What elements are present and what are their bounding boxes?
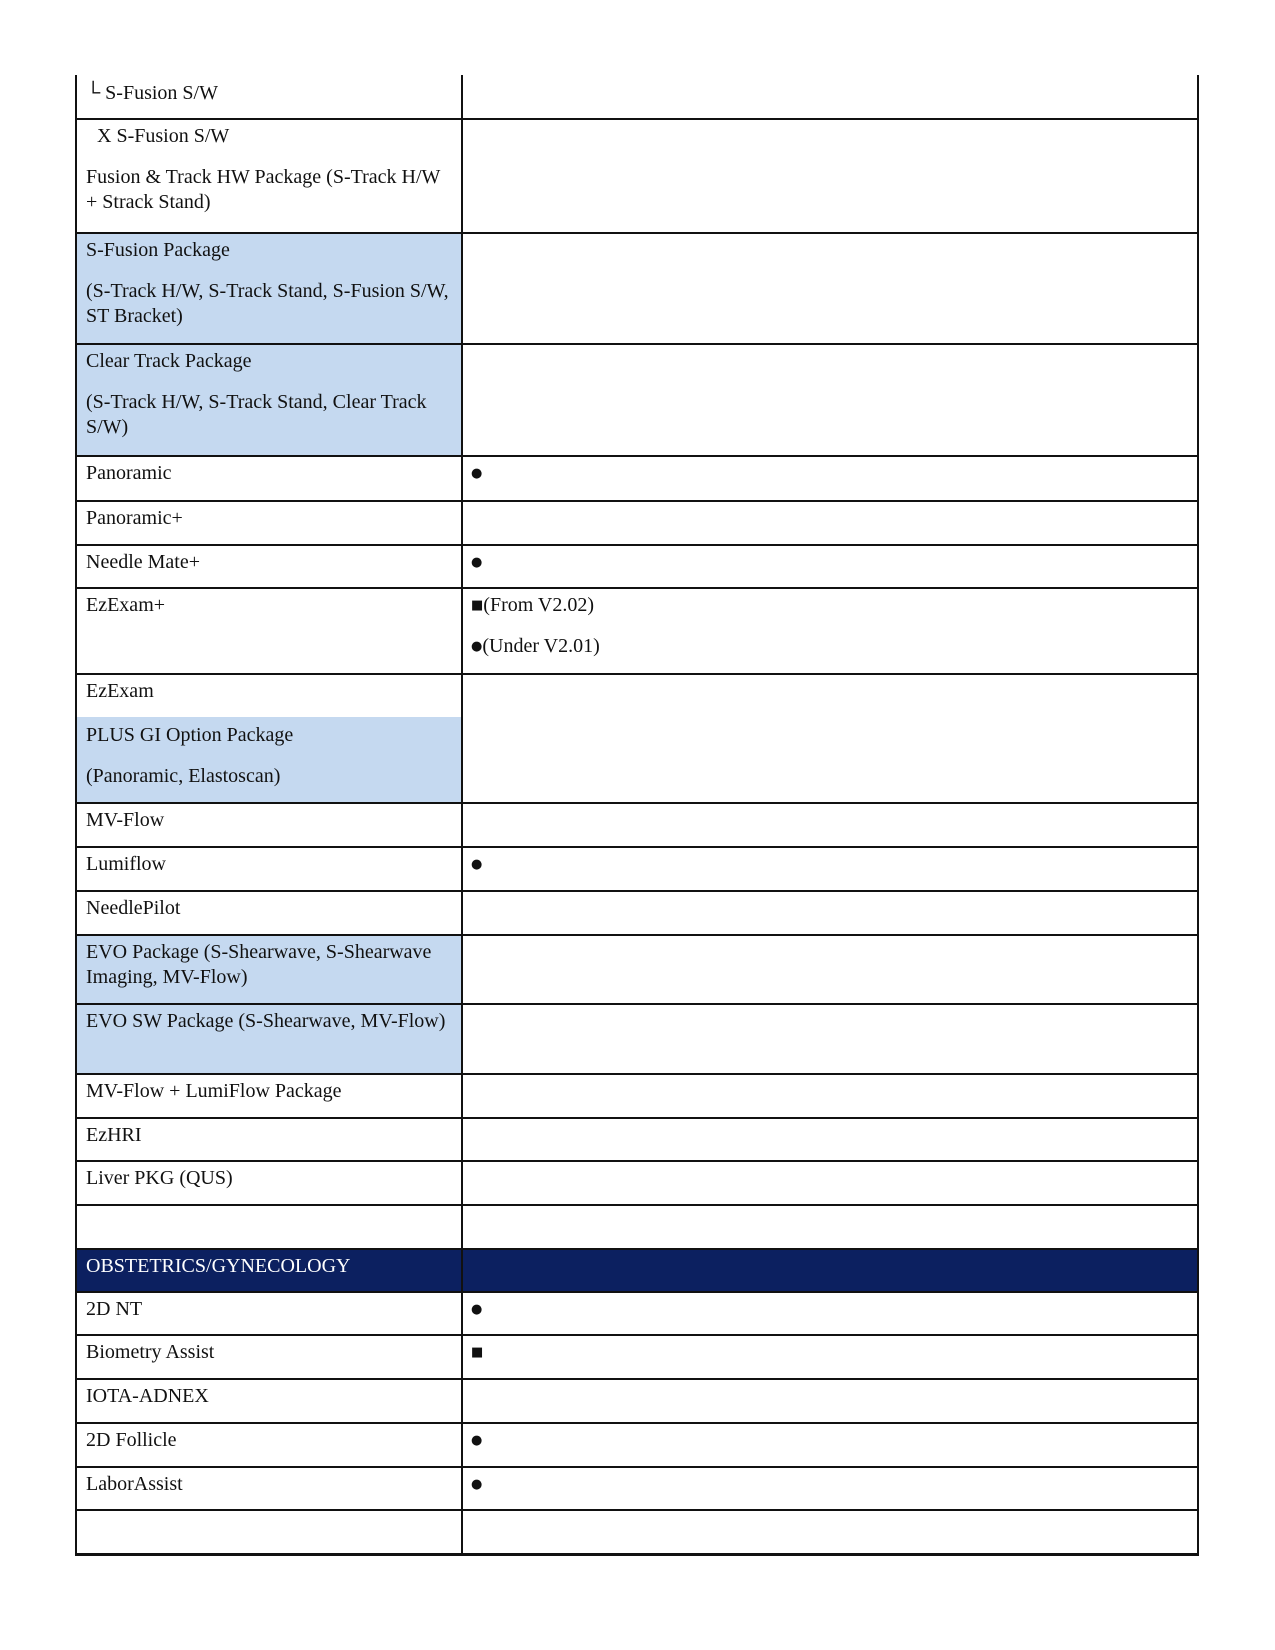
cell-text: Needle Mate+ — [86, 551, 201, 573]
cell-text: MV-Flow + LumiFlow Package — [86, 1080, 342, 1102]
cell-text — [471, 852, 1191, 877]
availability-cell — [461, 802, 1199, 846]
row-divider — [75, 500, 1199, 502]
row-divider — [75, 1466, 1199, 1468]
availability-cell — [461, 1117, 1199, 1160]
row-divider — [75, 802, 1199, 804]
section-header-fill — [461, 1248, 1199, 1291]
row-divider — [75, 1117, 1199, 1119]
row-divider — [75, 673, 1199, 675]
availability-cell — [461, 673, 1199, 802]
availability-cell — [461, 1422, 1199, 1466]
feature-name-cell — [75, 934, 461, 1003]
availability-cell — [461, 1291, 1199, 1334]
cell-text — [471, 1297, 1191, 1322]
feature-name-cell — [75, 232, 461, 343]
cell-text: Lumiflow — [86, 853, 166, 875]
table-left-border — [75, 75, 77, 1556]
bullet-available-icon: ● — [471, 639, 483, 654]
cell-text — [471, 1472, 1191, 1497]
row-divider — [75, 1204, 1199, 1206]
availability-cell — [461, 75, 1199, 118]
cell-text — [471, 461, 1191, 486]
row-divider — [75, 1509, 1199, 1511]
feature-name-cell — [75, 118, 461, 232]
table-bottom-border — [75, 1553, 1199, 1556]
availability-cell — [461, 934, 1199, 1003]
row-divider — [75, 1248, 1199, 1250]
availability-cell — [461, 500, 1199, 544]
availability-cell — [461, 846, 1199, 890]
cell-text — [471, 550, 1191, 575]
feature-name-cell — [75, 1422, 461, 1466]
feature-name-cell — [75, 500, 461, 544]
cell-text-value: (From V2.02) — [483, 594, 595, 616]
cell-text: PLUS GI Option Package — [86, 724, 294, 746]
bullet-available-icon: ● — [471, 466, 483, 481]
cell-text: X S-Fusion S/W — [97, 125, 230, 147]
cell-text: EVO Package (S-Shearwave, S-Shearwave Imaging, MV-Flow) — [86, 941, 432, 988]
row-divider — [75, 890, 1199, 892]
cell-text: 2D NT — [86, 1298, 143, 1320]
feature-name-cell — [75, 1003, 461, 1073]
availability-cell — [461, 587, 1199, 673]
cell-text: EzHRI — [86, 1124, 142, 1146]
cell-text: Clear Track Package — [86, 350, 252, 372]
row-divider — [75, 1291, 1199, 1293]
feature-name-cell — [75, 1204, 461, 1248]
feature-name-cell — [75, 1334, 461, 1378]
availability-cell — [461, 1334, 1199, 1378]
row-divider — [75, 1003, 1199, 1005]
availability-cell — [461, 1378, 1199, 1422]
row-divider — [75, 1378, 1199, 1380]
cell-text: OBSTETRICS/GYNECOLOGY — [86, 1255, 351, 1277]
row-divider — [75, 118, 1199, 120]
feature-name-cell — [75, 587, 461, 673]
square-optional-icon: ■ — [471, 1345, 484, 1360]
cell-text: IOTA-ADNEX — [86, 1385, 209, 1407]
cell-text: (Panoramic, Elastoscan) — [86, 765, 281, 787]
feature-name-cell — [75, 890, 461, 934]
cell-text: Panoramic+ — [86, 507, 183, 529]
row-divider — [75, 1334, 1199, 1336]
feature-name-cell — [75, 673, 461, 717]
cell-text — [471, 1428, 1191, 1453]
feature-name-cell — [75, 544, 461, 587]
cell-text: └ S-Fusion S/W — [86, 82, 218, 104]
row-divider — [75, 1160, 1199, 1162]
availability-cell — [461, 1509, 1199, 1553]
feature-name-cell — [75, 75, 461, 118]
feature-name-cell — [75, 846, 461, 890]
cell-text: (S-Track H/W, S-Track Stand, Clear Track S/W) — [86, 391, 427, 438]
row-divider — [75, 1073, 1199, 1075]
bullet-available-icon: ● — [471, 1433, 483, 1448]
cell-text: NeedlePilot — [86, 897, 181, 919]
cell-text: (S-Track H/W, S-Track Stand, S-Fusion S/W, ST Bracket) — [86, 280, 449, 327]
cell-text: S-Fusion Package — [86, 239, 230, 261]
cell-text — [471, 634, 1191, 659]
feature-name-cell — [75, 1117, 461, 1160]
row-divider — [75, 343, 1199, 345]
availability-cell — [461, 118, 1199, 232]
row-divider — [75, 846, 1199, 848]
availability-cell — [461, 890, 1199, 934]
availability-cell — [461, 343, 1199, 455]
row-divider — [75, 934, 1199, 936]
cell-text — [471, 1340, 1191, 1365]
feature-table — [75, 75, 1199, 1553]
feature-name-cell — [75, 717, 461, 802]
cell-text: Liver PKG (QUS) — [86, 1167, 233, 1189]
cell-text: EVO SW Package (S-Shearwave, MV-Flow) — [86, 1010, 446, 1032]
feature-name-cell — [75, 1073, 461, 1117]
feature-name-cell — [75, 1160, 461, 1204]
feature-name-cell — [75, 1291, 461, 1334]
row-divider — [75, 455, 1199, 457]
bullet-available-icon: ● — [471, 857, 483, 872]
availability-cell — [461, 455, 1199, 500]
cell-text: LaborAssist — [86, 1473, 183, 1495]
cell-text: 2D Follicle — [86, 1429, 177, 1451]
column-divider — [461, 75, 463, 1556]
row-divider — [75, 232, 1199, 234]
bullet-available-icon: ● — [471, 1302, 483, 1317]
availability-cell — [461, 544, 1199, 587]
availability-cell — [461, 232, 1199, 343]
cell-text: EzExam — [86, 680, 154, 702]
cell-text-value: (Under V2.01) — [482, 635, 600, 657]
feature-name-cell — [75, 343, 461, 455]
bullet-available-icon: ● — [471, 1477, 483, 1492]
cell-text: MV-Flow — [86, 809, 165, 831]
feature-name-cell — [75, 455, 461, 500]
availability-cell — [461, 1204, 1199, 1248]
feature-name-cell — [75, 1509, 461, 1553]
cell-text: Fusion & Track HW Package (S-Track H/W + Strack Stand) — [86, 166, 441, 213]
availability-cell — [461, 1160, 1199, 1204]
feature-name-cell — [75, 802, 461, 846]
bullet-available-icon: ● — [471, 555, 483, 570]
cell-text: Biometry Assist — [86, 1341, 215, 1363]
section-header-cell — [75, 1248, 461, 1291]
row-divider — [75, 587, 1199, 589]
table-right-border — [1197, 75, 1199, 1556]
cell-text: EzExam+ — [86, 594, 166, 616]
cell-text — [471, 593, 1191, 618]
cell-text: Panoramic — [86, 462, 172, 484]
row-divider — [75, 544, 1199, 546]
feature-name-cell — [75, 1378, 461, 1422]
row-divider — [75, 1422, 1199, 1424]
square-optional-icon: ■ — [471, 598, 484, 613]
availability-cell — [461, 1466, 1199, 1509]
availability-cell — [461, 1073, 1199, 1117]
feature-name-cell — [75, 1466, 461, 1509]
availability-cell — [461, 1003, 1199, 1073]
